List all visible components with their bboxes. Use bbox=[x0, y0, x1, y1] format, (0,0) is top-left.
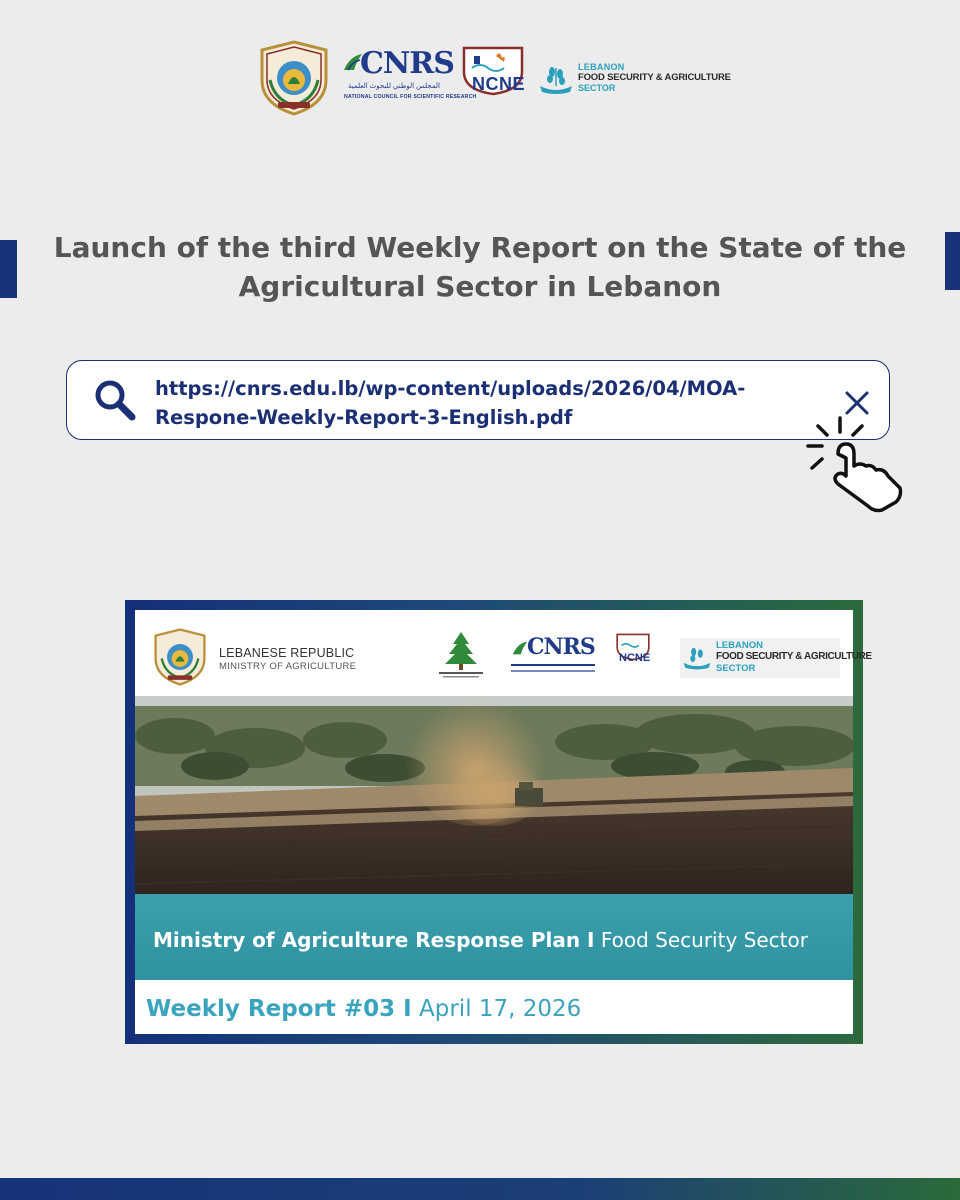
report-fsa-line-1: LEBANON bbox=[716, 640, 763, 651]
search-icon bbox=[93, 378, 137, 422]
cnrs-arabic-name: المجلس الوطني للبحوث العلمية bbox=[348, 83, 440, 90]
report-number: Weekly Report #03 I bbox=[146, 996, 412, 1022]
report-cover bbox=[135, 610, 872, 1034]
report-ncne-logo bbox=[613, 632, 653, 682]
report-cover-header bbox=[135, 610, 872, 696]
cover-photo-field bbox=[135, 696, 853, 894]
report-title bbox=[153, 928, 808, 952]
report-title-band bbox=[135, 894, 853, 980]
ncne-wordmark: NCNE bbox=[472, 74, 526, 94]
cnrs-english-name: NATIONAL COUNCIL FOR SCIENTIFIC RESEARCH bbox=[344, 94, 477, 100]
fsa-line-1: LEBANON bbox=[578, 62, 625, 72]
report-url-link[interactable] bbox=[155, 374, 835, 432]
right-side-tab bbox=[945, 232, 960, 290]
partner-logos bbox=[250, 36, 731, 126]
report-ncne-wordmark: NCNE bbox=[619, 652, 651, 664]
report-url-line-1: https://cnrs.edu.lb/wp-content/uploads/2026/04/MOA- bbox=[155, 377, 746, 400]
report-cover-frame[interactable] bbox=[125, 600, 872, 1044]
bottom-accent-bar bbox=[0, 1178, 960, 1200]
fsa-logo bbox=[538, 62, 731, 102]
cnrs-logo bbox=[342, 44, 477, 108]
lebanese-republic-label: LEBANESE REPUBLIC bbox=[219, 646, 355, 660]
report-fsa-logo-icon bbox=[682, 644, 712, 670]
report-fsa-line-3: SECTOR bbox=[716, 663, 756, 674]
report-cnrs-logo bbox=[511, 634, 595, 684]
report-fsa-logo bbox=[680, 638, 872, 678]
report-fsa-line-2: FOOD SECURITY & AGRICULTURE bbox=[716, 651, 872, 662]
report-moa-emblem-icon bbox=[151, 628, 209, 686]
pointer-click-icon bbox=[804, 414, 908, 514]
report-date: April 17, 2026 bbox=[411, 996, 582, 1022]
report-title-regular: Food Security Sector bbox=[594, 928, 808, 952]
ministry-label: MINISTRY OF AGRICULTURE bbox=[219, 661, 357, 672]
fsa-line-2: FOOD SECURITY & AGRICULTURE bbox=[578, 72, 731, 83]
page-title: Launch of the third Weekly Report on the State of the Agricultural Sector in Lebanon bbox=[53, 231, 907, 303]
ncne-logo bbox=[454, 46, 534, 112]
report-link-box[interactable] bbox=[66, 360, 890, 440]
report-url-line-2: Respone-Weekly-Report-3-English.pdf bbox=[155, 406, 573, 429]
report-cnrs-rule-2 bbox=[511, 670, 595, 672]
report-cnrs-wordmark: CNRS bbox=[527, 634, 595, 660]
moa-emblem-icon bbox=[256, 40, 332, 116]
cnrs-wordmark: CNRS bbox=[360, 46, 454, 81]
left-side-tab bbox=[0, 240, 17, 298]
cedar-logo-icon bbox=[435, 630, 487, 680]
report-edition bbox=[146, 996, 581, 1022]
report-title-bold: Ministry of Agriculture Response Plan I bbox=[153, 928, 595, 952]
fsa-logo-icon bbox=[538, 64, 574, 94]
fsa-line-3: SECTOR bbox=[578, 83, 616, 93]
report-cnrs-rule bbox=[511, 664, 595, 666]
